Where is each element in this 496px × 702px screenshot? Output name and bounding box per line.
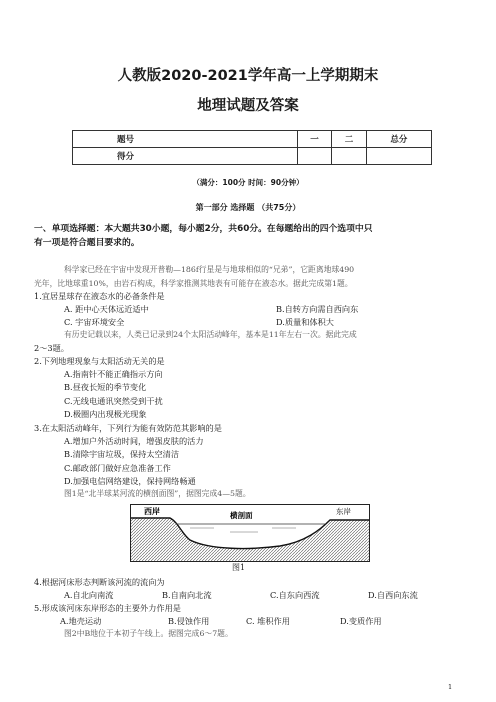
- table-cell: [297, 148, 331, 165]
- table-cell: 一: [297, 131, 331, 148]
- document-title: 人教版2020-2021学年高一上学期期末: [117, 68, 379, 84]
- option: C.邮政部门做好应急准备工作: [64, 463, 171, 473]
- table-cell: 总分: [366, 131, 431, 148]
- river-cross-section-diagram: [130, 504, 370, 562]
- option: B.清除宇宙垃圾，保持太空清洁: [64, 449, 180, 459]
- passage-text: 科学家已经在宇宙中发现开普勒—186f行星是与地球相似的“兄弟”，它距离地球490: [64, 265, 355, 274]
- water-ripples: [190, 528, 296, 532]
- riverbed-ground: [131, 518, 369, 561]
- page-number: 1: [448, 683, 453, 691]
- question-stem: 4.根据河床形态判断该河流的流向为: [34, 577, 165, 587]
- question-stem: 5.形成该河床东岸形态的主要外力作用是: [34, 603, 181, 613]
- figure-intro: 图1是“北半球某河流的横剖面图”，据图完成4—5题。: [64, 489, 251, 498]
- question-stem: 3.在太阳活动峰年，下列行为能有效防范其影响的是: [34, 423, 222, 433]
- option: A. 距中心天体远近适中: [64, 304, 149, 314]
- passage-text: 2～3题。: [34, 343, 69, 353]
- option: B.昼夜长短的季节变化: [64, 382, 147, 392]
- option: C. 堆积作用: [246, 616, 290, 626]
- option: A.自北向南流: [64, 590, 114, 600]
- option: B.自转方向需自西向东: [276, 304, 359, 314]
- section-instruction: 一、单项选择题：本大题共30小题，每小题2分，共60分。在每题给出的四个选项中只: [34, 224, 373, 234]
- section-instruction: 有一项是符合题目要求的。: [34, 238, 140, 248]
- table-cell: [366, 148, 431, 165]
- section-label: 横剖面: [230, 511, 253, 520]
- option: C. 宇宙环境安全: [64, 317, 125, 327]
- option: C.自东向西流: [270, 590, 320, 600]
- option: B.自南向北流: [162, 590, 212, 600]
- table-row: [73, 131, 432, 148]
- question-stem: 2.下列地理现象与太阳活动无关的是: [34, 356, 165, 366]
- table-cell: 得分: [73, 148, 298, 165]
- option: B.侵蚀作用: [168, 616, 210, 626]
- option: D.质量和体积大: [276, 317, 334, 327]
- option: A.指南针不能正确指示方向: [64, 369, 163, 379]
- passage-text: 光年，比地球重10%，由岩石构成，科学家推测其地表有可能存在液态水。据此完成第1题。: [34, 279, 353, 288]
- figure-caption: 图1: [232, 563, 246, 572]
- part-heading: 第一部分 选择题 （共75分）: [195, 203, 301, 212]
- east-bank-label: 东岸: [336, 507, 351, 516]
- figure-intro: 图2中B地位于本初子午线上。据图完成6～7题。: [64, 629, 233, 638]
- passage-text: 有历史记载以来，人类已记录到24个太阳活动峰年，基本是11年左右一次。据此完成: [64, 330, 357, 339]
- score-table: [72, 130, 432, 165]
- document-subtitle: 地理试题及答案: [197, 98, 299, 114]
- option: D.极圈内出现极光现象: [64, 409, 147, 419]
- table-cell: 二: [332, 131, 366, 148]
- option: C.无线电通讯突然受到干扰: [64, 396, 163, 406]
- question-stem: 1.宜居星球存在液态水的必备条件是: [34, 291, 165, 301]
- exam-meta: （满分：100分 时间：90分钟）: [192, 178, 304, 187]
- table-row: [73, 148, 432, 165]
- option: D.变质作用: [340, 616, 382, 626]
- table-cell: [332, 148, 366, 165]
- west-bank-label: 西岸: [144, 507, 160, 516]
- option: D.自西向东流: [368, 590, 418, 600]
- option: D.加强电信网络建设，保持网络畅通: [64, 476, 196, 486]
- option: A.增加户外活动时间，增强皮肤的活力: [64, 436, 204, 446]
- option: A.地壳运动: [60, 616, 102, 626]
- table-cell: 题号: [73, 131, 298, 148]
